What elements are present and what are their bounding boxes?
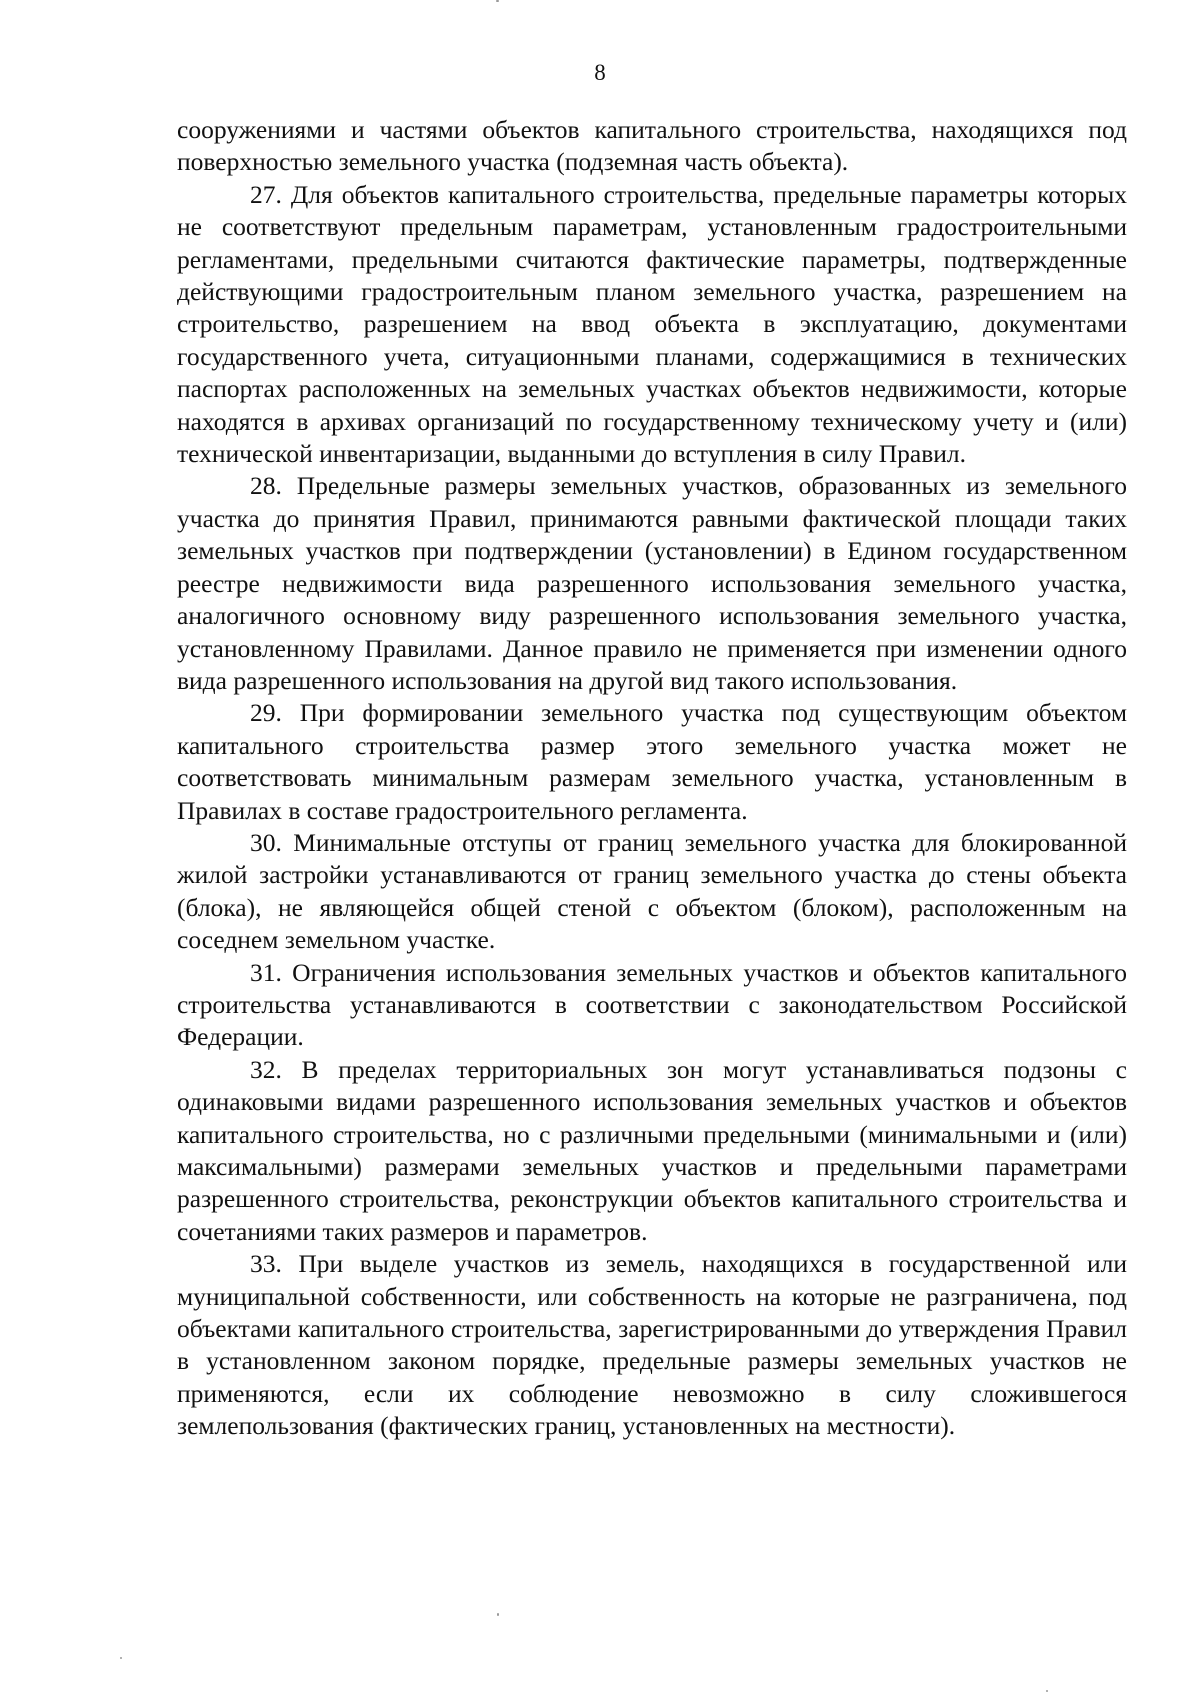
paragraph-30: 30. Минимальные отступы от границ земельного участка для блокированной жилой застройки устанавливаются от границ земельного участка до стены объекта (блока), не являющейся общей стеной с объектом (блоком), расположенным на соседнем земельном участке. — [177, 827, 1127, 955]
scan-mark — [497, 1613, 499, 1616]
paragraph-29: 29. При формировании земельного участка под существующим объектом капитального строительства размер этого земельного участка может не соответствовать минимальным размерам земельного участка, установленным в Правилах в составе градостроительного регламента. — [177, 698, 1127, 825]
scan-mark — [120, 1657, 122, 1659]
document-body — [177, 114, 1127, 1443]
scan-mark — [496, 0, 499, 2]
paragraph-continuation: сооружениями и частями объектов капитального строительства, находящихся под поверхностью земельного участка (подземная часть объекта). — [177, 115, 1127, 177]
scan-mark — [1046, 1690, 1048, 1692]
paragraph-28: 28. Предельные размеры земельных участков, образованных из земельного участка до принятия Правил, принимаются равными фактической площади таких земельных участков при подтверждении (установлении) в Едином государственном реестре недвижимости вида разрешенного использования земельного участка, аналогичного основному виду разрешенного использования земельного участка, установленному Правилами. Данное правило не применяется при изменении одного вида разрешенного использования на другой вид такого использования. — [177, 471, 1127, 695]
paragraph-31: 31. Ограничения использования земельных участков и объектов капитального строительства устанавливаются в соответствии с законодательством Российской Федерации. — [177, 957, 1127, 1052]
page-number: 8 — [594, 60, 606, 85]
paragraph-32: 32. В пределах территориальных зон могут устанавливаться подзоны с одинаковыми видами разрешенного использования земельных участков и объектов капитального строительства, но с различными предельными (минимальными и (или) максимальными) размерами земельных участков и предельными параметрами разрешенного строительства, реконструкции объектов капитального строительства и сочетаниями таких размеров и параметров. — [177, 1054, 1127, 1246]
paragraph-27: 27. Для объектов капитального строительства, предельные параметры которых не соответствуют предельным параметрам, установленным градостроительными регламентами, предельными считаются фактические параметры, подтвержденные действующими градостроительным планом земельного участка, разрешением на строительство, разрешением на ввод объекта в эксплуатацию, документами государственного учета, ситуационными планами, содержащимися в технических паспортах расположенных на земельных участках объектов недвижимости, которые находятся в архивах организаций по государственному техническому учету и (или) технической инвентаризации, выданными до вступления в силу Правил. — [177, 179, 1127, 469]
paragraph-33: 33. При выделе участков из земель, находящихся в государственной или муниципальной собственности, или собственность на которые не разграничена, под объектами капитального строительства, зарегистрированными до утверждения Правил в установленном законом порядке, предельные размеры земельных участков не применяются, если их соблюдение невозможно в силу сложившегося землепользования (фактических границ, установленных на местности). — [177, 1249, 1127, 1441]
